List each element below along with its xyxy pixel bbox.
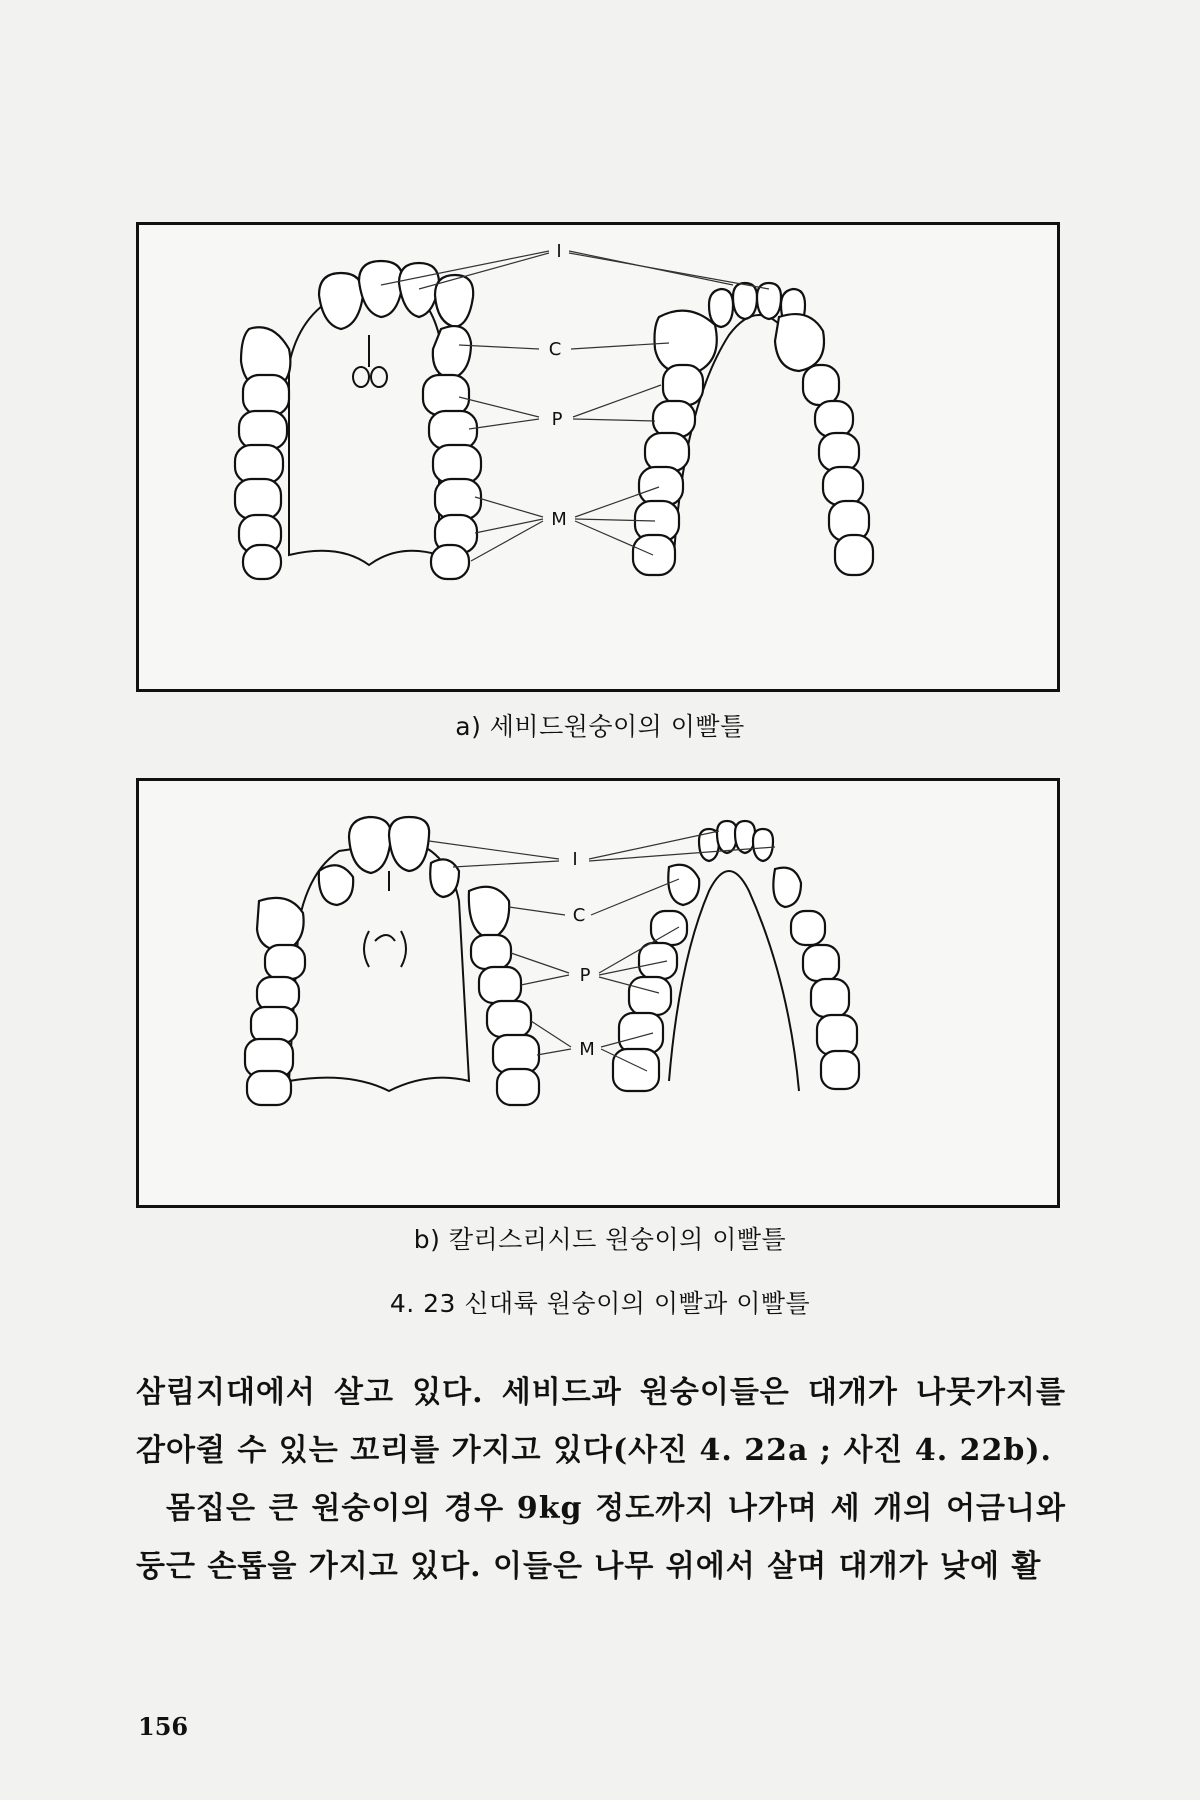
figure-title: 4. 23 신대륙 원숭이의 이빨과 이빨틀 xyxy=(389,1289,811,1318)
lower-right-cheek-teeth xyxy=(803,365,873,575)
upper-right-cheek-teeth xyxy=(423,375,481,579)
label-incisor: I xyxy=(572,849,578,870)
figure-b-drawing xyxy=(139,781,1057,1205)
upper-left-cheek-teeth xyxy=(235,375,289,579)
figure-a-drawing xyxy=(139,225,1057,689)
page-number: 156 xyxy=(138,1712,189,1741)
upper-incisors xyxy=(349,817,429,873)
figure-b-dentition-diagram xyxy=(136,778,1060,1208)
label-molar: M xyxy=(579,1039,595,1060)
upper-left-cheek-teeth xyxy=(245,945,305,1105)
figure-a-caption: a) 세비드원숭이의 이빨틀 xyxy=(455,712,745,741)
body-paragraph-2 xyxy=(136,1480,1066,1596)
lower-left-cheek-teeth xyxy=(613,911,687,1091)
paragraph-text: 몸집은 큰 원숭이의 경우 9kg 정도까지 나가며 세 개의 어금니와 둥근 손톱을 가지고 있다. 이들은 나무 위에서 살며 대개가 낮에 활 xyxy=(136,1491,1066,1584)
label-canine: C xyxy=(572,905,586,926)
label-molar: M xyxy=(551,509,567,530)
lower-left-cheek-teeth xyxy=(633,365,703,575)
upper-right-cheek-teeth xyxy=(471,935,539,1105)
label-premolar: P xyxy=(579,965,591,986)
figure-b-caption: b) 칼리스리시드 원숭이의 이빨틀 xyxy=(413,1225,787,1254)
upper-jaw-outline xyxy=(289,285,439,565)
label-canine: C xyxy=(548,339,562,360)
lower-right-cheek-teeth xyxy=(791,911,859,1089)
body-paragraph-1 xyxy=(136,1364,1066,1480)
label-premolar: P xyxy=(551,409,563,430)
figure-a-dentition-diagram xyxy=(136,222,1060,692)
label-incisor: I xyxy=(556,241,562,262)
lower-incisors xyxy=(699,821,773,861)
paragraph-text: 삼림지대에서 살고 있다. 세비드과 원숭이들은 대개가 나뭇가지를 감아쥘 수 있는 꼬리를 가지고 있다(사진 4. 22a ; 사진 4. 22b). xyxy=(136,1375,1066,1468)
